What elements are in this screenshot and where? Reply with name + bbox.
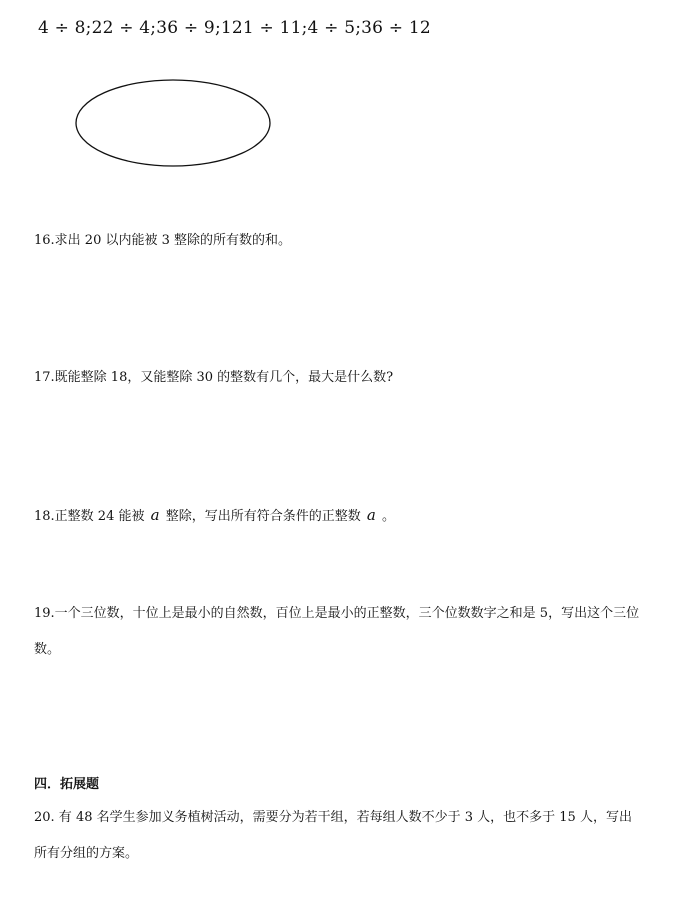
empty-set-ellipse (74, 78, 272, 168)
question-18-suffix: 。 (381, 509, 395, 524)
division-expressions: 4 ÷ 8;22 ÷ 4;36 ÷ 9;121 ÷ 11;4 ÷ 5;36 ÷ 12 (38, 18, 431, 38)
variable-a: a (150, 506, 160, 524)
section-title-extension: 四．拓展题 (34, 777, 100, 792)
question-18 (34, 498, 395, 534)
question-18-prefix: 18.正整数 24 能被 (34, 509, 145, 524)
question-18-middle: 整除，写出所有符合条件的正整数 (165, 509, 361, 524)
question-16: 16.求出 20 以内能被 3 整除的所有数的和。 (34, 233, 292, 248)
question-20: 20. 有 48 名学生参加义务植树活动，需要分为若干组，若每组人数不少于 3 人，也不多于 15 人，写出所有分组的方案。 (34, 810, 632, 861)
question-19: 19.一个三位数，十位上是最小的自然数，百位上是最小的正整数，三个位数数字之和是 5，写出这个三位数。 (34, 606, 640, 657)
question-17: 17.既能整除 18，又能整除 30 的整数有几个，最大是什么数? (34, 370, 394, 385)
variable-a-2: a (366, 506, 376, 524)
